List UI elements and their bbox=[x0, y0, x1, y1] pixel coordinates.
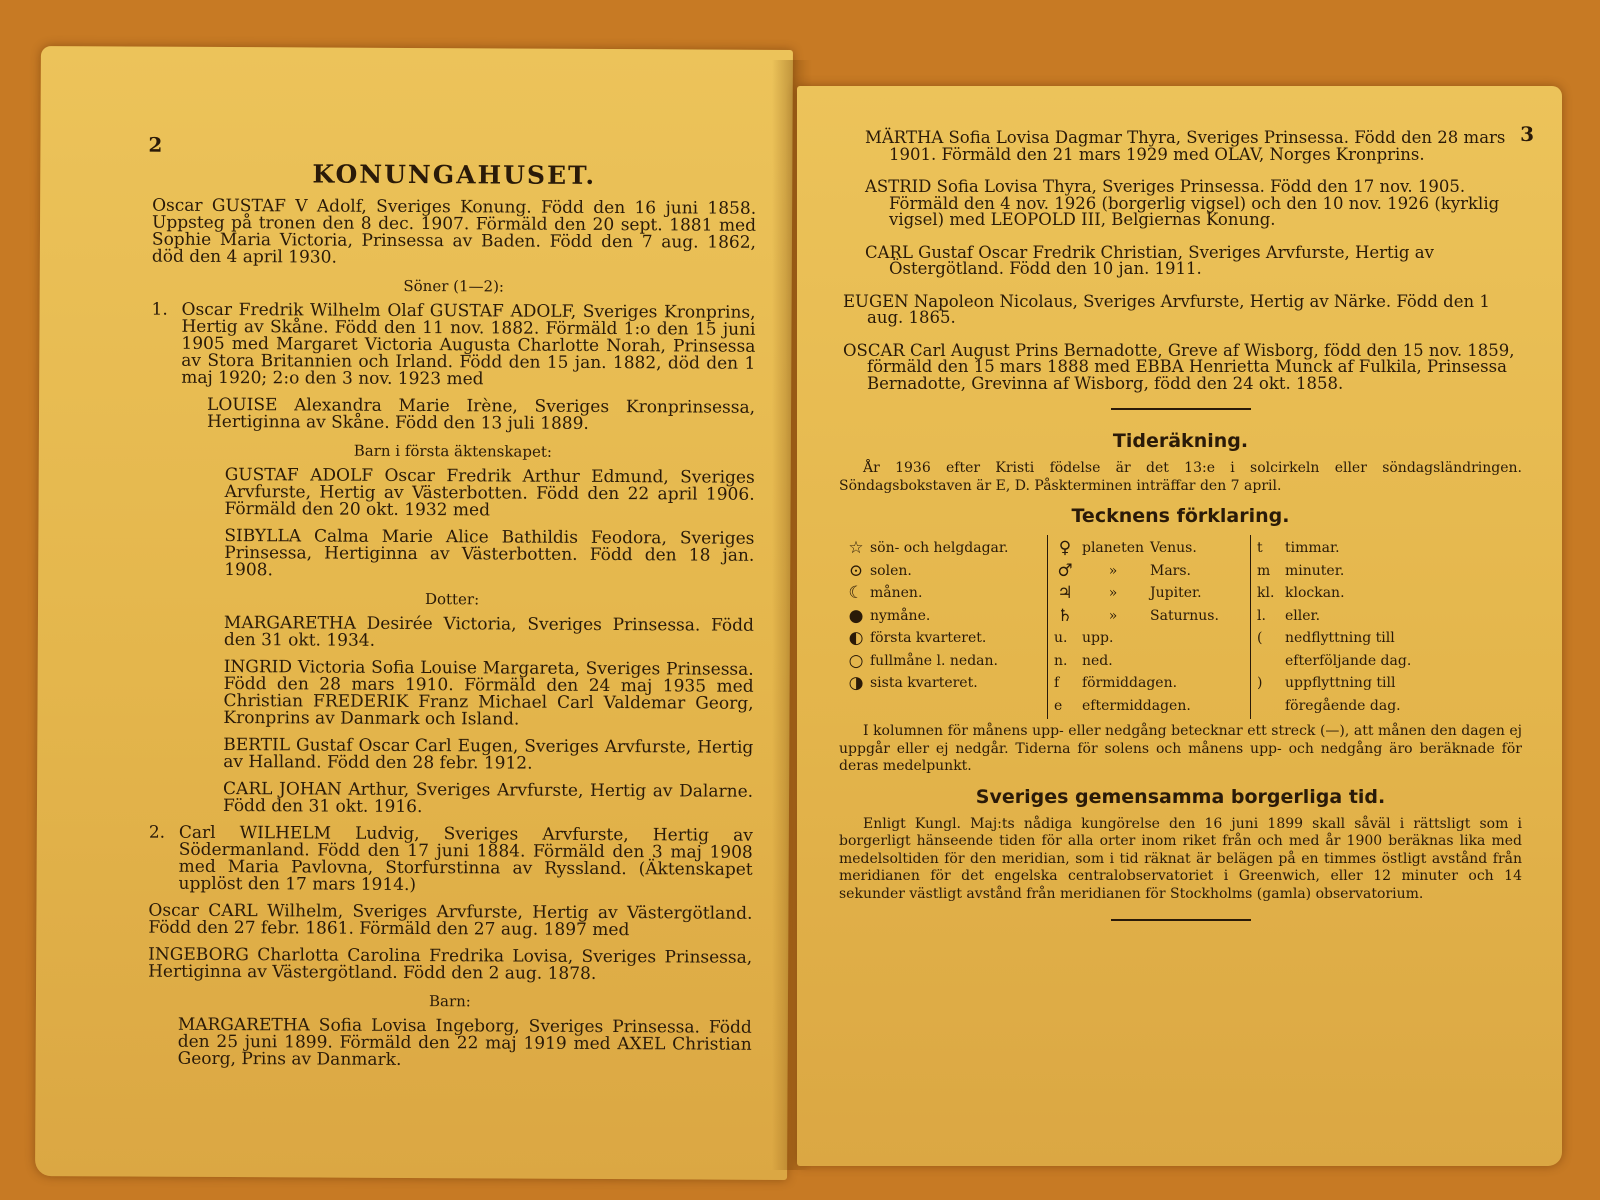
legend-label: förmiddagen. bbox=[1082, 675, 1178, 692]
legend-label: Jupiter. bbox=[1150, 585, 1202, 602]
legend-abbr: ) bbox=[1257, 675, 1263, 692]
legend-prefix: planeten bbox=[1081, 540, 1144, 557]
first-quarter-icon: ◐ bbox=[848, 628, 864, 649]
entry-martha: MÄRTHA Sofia Lovisa Dagmar Thyra, Sveriges Prinsessa. Född den 28 mars 1901. Förmäld den 21 mars 1929 med OLAV, Norges Kronprins. bbox=[865, 128, 1506, 164]
legend-row bbox=[1054, 672, 1244, 695]
heading-barn-forsta: Barn i första äktenskapet: bbox=[353, 441, 553, 461]
legend-label: nymåne. bbox=[870, 607, 931, 624]
saturn-icon: ♄ bbox=[1057, 605, 1073, 626]
legend-abbr: t bbox=[1257, 540, 1263, 557]
legend-abbr: e bbox=[1054, 697, 1063, 714]
new-moon-icon: ● bbox=[848, 605, 864, 626]
legend-label: sön- och helgdagar. bbox=[870, 540, 1009, 557]
kolumnen-text: I kolumnen för månens upp- eller nedgång betecknar ett streck (—), att månen den dagen ej uppgår eller ej nedgår. Tiderna för solens och månens upp- och nedgång äro beräknade för deras medelpunkt. bbox=[839, 723, 1522, 774]
entry-margaretha-sofia: MARGARETHA Sofia Lovisa Ingeborg, Sveriges Prinsessa. Född den 25 juni 1899. Förmäld den 22 maj 1919 med AXEL Christian Georg, Prins av Danmark. bbox=[177, 1014, 752, 1070]
legend-row bbox=[1257, 560, 1437, 583]
full-moon-icon: ○ bbox=[848, 650, 864, 671]
legend-label: upp. bbox=[1082, 630, 1114, 647]
legend-abbr: m bbox=[1257, 562, 1271, 579]
legend-label: föregående dag. bbox=[1285, 697, 1401, 714]
heading-barn: Barn: bbox=[428, 992, 471, 1011]
legend-label: sista kvarteret. bbox=[870, 675, 978, 692]
sun-icon: ⊙ bbox=[848, 560, 864, 581]
legend-abbr: u. bbox=[1054, 630, 1068, 647]
legend-label: solen. bbox=[870, 562, 912, 579]
venus-icon: ♀ bbox=[1058, 538, 1072, 559]
legend-abbr: l. bbox=[1257, 607, 1266, 624]
entry-louise: LOUISE Alexandra Marie Irène, Sveriges Kronprinsessa, Hertiginna av Skåne. Född den 13 juli 1889. bbox=[206, 394, 756, 434]
legend-row bbox=[845, 627, 1041, 650]
legend-label: Saturnus. bbox=[1150, 607, 1219, 624]
entry-gustaf-adolf-jr: GUSTAF ADOLF Oscar Fredrik Arthur Edmund, Sveriges Arvfurste, Hertig av Västerbotten. Född den 22 april 1906. Förmäld den 20 okt. 1932 med bbox=[224, 465, 755, 521]
legend-abbr: ( bbox=[1257, 630, 1263, 647]
legend-abbr: f bbox=[1054, 675, 1060, 692]
legend-row bbox=[1257, 537, 1437, 560]
legend-column-symbols bbox=[839, 535, 1047, 719]
entry-astrid: ASTRID Sofia Lovisa Thyra, Sveriges Prinsessa. Född den 17 nov. 1905. Förmäld den 4 nov. 1926 (borgerlig vigsel) och den 10 nov. 1926 (kyrklig vigsel) med LEOPOLD III, Belgiernas Konung. bbox=[865, 177, 1500, 229]
entry-wilhelm-text: Carl WILHELM Ludvig, Sveriges Arvfurste, Hertig av Södermanland. Född den 17 juni 1884. Förmäld den 3 maj 1908 med Maria Pavlovna, Storfurstinna av Ryssland. (Äktenskapet upplöst den 17 mars 1914.) bbox=[178, 822, 753, 896]
page-number-right: 3 bbox=[1520, 122, 1534, 146]
legend-row bbox=[1054, 605, 1244, 628]
divider bbox=[1111, 919, 1251, 921]
legend-label: minuter. bbox=[1285, 562, 1345, 579]
legend-row bbox=[845, 672, 1041, 695]
page-title: KONUNGAHUSET. bbox=[312, 159, 597, 190]
legend-label: månen. bbox=[870, 585, 923, 602]
legend-row bbox=[1257, 650, 1437, 673]
legend-row bbox=[1257, 605, 1437, 628]
legend-row bbox=[845, 560, 1041, 583]
legend-row bbox=[1257, 582, 1437, 605]
legend-label: eftermiddagen. bbox=[1082, 697, 1191, 714]
moon-icon: ☾ bbox=[848, 583, 864, 604]
legend-label: efterföljande dag. bbox=[1285, 652, 1412, 669]
legend-prefix: » bbox=[1108, 607, 1118, 624]
legend-row bbox=[1257, 672, 1437, 695]
legend-row bbox=[845, 650, 1041, 673]
legend-row bbox=[1054, 695, 1244, 718]
jupiter-icon: ♃ bbox=[1057, 583, 1073, 604]
legend-label: eller. bbox=[1285, 607, 1321, 624]
legend-label: Mars. bbox=[1150, 562, 1192, 579]
divider bbox=[1111, 408, 1251, 410]
legend-row bbox=[1257, 627, 1437, 650]
section-title-tecknens: Tecknens förklaring. bbox=[1071, 505, 1290, 527]
legend-row bbox=[845, 537, 1041, 560]
last-quarter-icon: ◑ bbox=[848, 673, 864, 694]
entry-eugen: EUGEN Napoleon Nicolaus, Sveriges Arvfurste, Hertig av Närke. Född den 1 aug. 1865. bbox=[843, 291, 1490, 327]
entry-gustaf-adolf bbox=[151, 299, 756, 390]
left-page bbox=[35, 46, 793, 1180]
tiderakning-text: År 1936 efter Kristi födelse är det 13:e i solcirkeln eller söndagsländringen. Söndagsbokstaven är E, D. Påskterminen inträffar den 7 april. bbox=[839, 460, 1522, 494]
section-title-tiderakning: Tideräkning. bbox=[1112, 430, 1249, 452]
heading-soner: Söner (1—2): bbox=[403, 276, 505, 296]
entry-gustaf-adolf-text: Oscar Fredrik Wilhelm Olaf GUSTAF ADOLF, Sveriges Kronprins, Hertig av Skåne. Född den 11 nov. 1882. Förmäld 1:o den 15 juni 1905 med Margaret Victoria Augusta Charlotte Norah, Prinsessa av Stora Britannien och Irland. Född den 15 jan. 1882, död den 1 maj 1920; 2:o den 3 nov. 1923 med bbox=[181, 299, 756, 390]
entry-ingrid: INGRID Victoria Sofia Louise Margareta, Sveriges Prinsessa. Född den 28 mars 1910. Förmäld den 24 maj 1935 med Christian FREDERIK Franz Michael Carl Valdemar Georg, Kronprins av Danmark och Island. bbox=[223, 657, 754, 730]
legend-abbr: n. bbox=[1054, 652, 1068, 669]
legend-column-abbreviations bbox=[1251, 535, 1443, 719]
entry-carl-johan: CARL JOHAN Arthur, Sveriges Arvfurste, Hertig av Dalarne. Född den 31 okt. 1916. bbox=[222, 779, 754, 818]
entry-sibylla: SIBYLLA Calma Marie Alice Bathildis Feodora, Sveriges Prinsessa, Hertiginna av Västerbotten. Född den 18 jan. 1908. bbox=[224, 526, 755, 581]
legend-abbr: kl. bbox=[1257, 585, 1275, 602]
legend-row bbox=[1054, 537, 1244, 560]
borgerliga-text: Enligt Kungl. Maj:ts nådiga kungörelse den 16 juni 1899 skall såväl i rättsligt som i borgerligt hänseende tiden för alla orter inom riket från och med år 1900 beräknas lika med medelsoltiden för den meridian, som i tid räknat är belägen på en timmes östligt avstånd från meridianen för det engelska centralobservatoriet i Greenwich, eller 12 minuter och 14 sekunder västligt avstånd från meridianen för Stockholms (gamla) observatorium. bbox=[839, 815, 1522, 902]
legend-label: fullmåne l. nedan. bbox=[870, 652, 998, 669]
legend-row bbox=[1054, 650, 1244, 673]
entry-ingeborg: INGEBORG Charlotta Carolina Fredrika Lovisa, Sveriges Prinsessa, Hertiginna av Västergötland. Född den 2 aug. 1878. bbox=[148, 944, 753, 984]
entry-margaretha-desiree: MARGARETHA Desirée Victoria, Sveriges Prinsessa. Född den 31 okt. 1934. bbox=[223, 613, 754, 651]
legend-label: första kvarteret. bbox=[870, 630, 987, 647]
entry-bertil: BERTIL Gustaf Oscar Carl Eugen, Sveriges Arvfurste, Hertig av Halland. Född den 28 febr. 1912. bbox=[223, 735, 754, 774]
legend-row bbox=[1257, 695, 1437, 718]
legend-row bbox=[1054, 560, 1244, 583]
legend-label: klockan. bbox=[1285, 585, 1345, 602]
legend-column-planets bbox=[1047, 535, 1251, 719]
legend-row bbox=[1054, 627, 1244, 650]
entry-oscar-bernadotte: OSCAR Carl August Prins Bernadotte, Greve af Wisborg, född den 15 nov. 1859, förmäld den 15 mars 1888 med EBBA Henrietta Munck af Fulkila, Prinsessa Bernadotte, Grevinna af Wisborg, född den 24 okt. 1858. bbox=[843, 340, 1515, 393]
entry-king: Oscar GUSTAF V Adolf, Sveriges Konung. Född den 16 juni 1858. Uppsteg på tronen den 8 dec. 1907. Förmäld den 20 sept. 1881 med Sophie Maria Victoria, Prinsessa av Baden. Född den 7 aug. 1862, död den 4 april 1930. bbox=[151, 195, 757, 268]
legend-label: timmar. bbox=[1285, 540, 1340, 557]
entry-carl: Oscar CARL Wilhelm, Sveriges Arvfurste, Hertig av Västergötland. Född den 27 febr. 1861. Förmäld den 27 aug. 1897 med bbox=[148, 900, 753, 941]
legend-prefix: » bbox=[1108, 585, 1118, 602]
entry-number: 1. bbox=[151, 299, 168, 320]
entry-wilhelm bbox=[148, 822, 753, 896]
entry-number: 2. bbox=[148, 822, 166, 843]
legend-label: ned. bbox=[1082, 652, 1113, 669]
legend-label: Venus. bbox=[1150, 540, 1197, 557]
legend-row bbox=[845, 582, 1041, 605]
star-icon: ☆ bbox=[848, 538, 864, 559]
legend-row bbox=[845, 605, 1041, 628]
legend-prefix: » bbox=[1108, 562, 1118, 579]
heading-dotter: Dotter: bbox=[424, 590, 480, 609]
legend-label: uppflyttning till bbox=[1285, 675, 1396, 692]
section-title-borgerliga-tid: Sveriges gemensamma borgerliga tid. bbox=[975, 785, 1386, 808]
page-number-left: 2 bbox=[148, 132, 163, 157]
symbol-legend bbox=[839, 535, 1522, 719]
legend-label: nedflyttning till bbox=[1285, 630, 1395, 647]
right-page bbox=[797, 86, 1562, 1166]
mars-icon: ♂ bbox=[1057, 560, 1073, 581]
legend-row bbox=[1054, 582, 1244, 605]
entry-carl-gustaf: CARL Gustaf Oscar Fredrik Christian, Sveriges Arvfurste, Hertig av Östergötland. Född den 10 jan. 1911. bbox=[865, 242, 1434, 278]
